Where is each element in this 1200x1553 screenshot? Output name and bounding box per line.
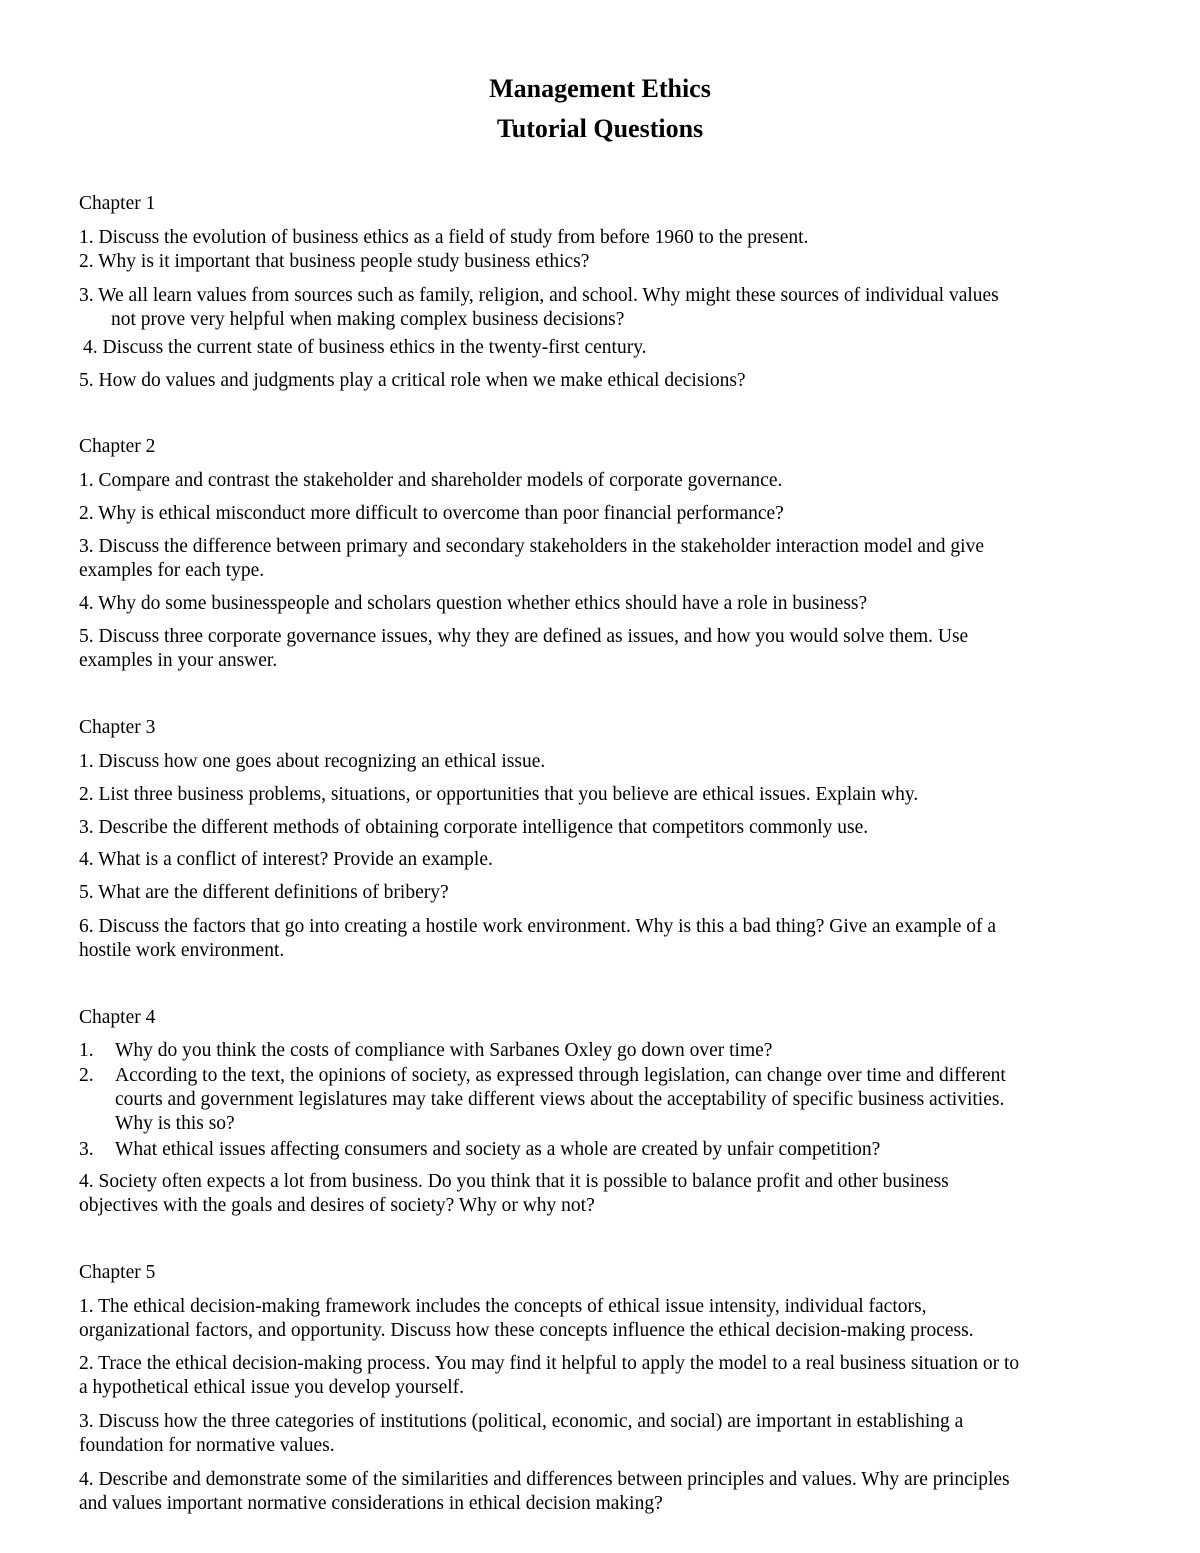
question [79,226,1139,250]
question-line: 2. Why is it important that business people study business ethics? [79,251,590,272]
question-line: Why is this so? [115,1113,235,1134]
question [79,1352,1139,1400]
question [79,881,1139,905]
question-line: examples in your answer. [79,650,278,671]
question-line: What ethical issues affecting consumers and society as a whole are created by unfair competition? [115,1139,881,1160]
list-number: 1. [79,1040,94,1061]
question [79,1468,1139,1516]
question-line: 3. Discuss the difference between primary and secondary stakeholders in the stakeholder interaction model and give [79,536,984,557]
question [79,369,1139,393]
list-item [79,1039,1139,1063]
question-line: Why do you think the costs of compliance with Sarbanes Oxley go down over time? [115,1040,773,1061]
question-line: 5. How do values and judgments play a critical role when we make ethical decisions? [79,370,746,391]
question-line: not prove very helpful when making complex business decisions? [111,309,625,330]
chapter-heading: Chapter 5 [79,1262,156,1283]
question-line: 2. Trace the ethical decision-making process. You may find it helpful to apply the model to a real business situation or to [79,1353,1020,1374]
question [79,284,1139,332]
question-line: 3. Describe the different methods of obtaining corporate intelligence that competitors commonly use. [79,817,869,838]
list-item [79,1138,1139,1162]
question-line: hostile work environment. [79,940,285,961]
question [79,750,1139,774]
question-line: 4. Discuss the current state of business ethics in the twenty-first century. [83,337,647,358]
question-line: According to the text, the opinions of society, as expressed through legislation, can change over time and different [115,1065,1006,1086]
question [79,783,1139,807]
question-line: and values important normative considerations in ethical decision making? [79,1493,663,1514]
question [79,915,1139,963]
question-line: 2. List three business problems, situations, or opportunities that you believe are ethical issues. Explain why. [79,784,919,805]
question-line: 3. We all learn values from sources such as family, religion, and school. Why might these sources of individual values [79,285,999,306]
question-line: 3. Discuss how the three categories of institutions (political, economic, and social) are important in establishing a [79,1411,964,1432]
question-line: 6. Discuss the factors that go into creating a hostile work environment. Why is this a bad thing? Give an example of a [79,916,996,937]
question [79,816,1139,840]
question [79,535,1139,583]
question-line: 5. Discuss three corporate governance issues, why they are defined as issues, and how you would solve them. Use [79,626,969,647]
question-line: 5. What are the different definitions of bribery? [79,882,449,903]
question [79,1295,1139,1343]
list-number: 2. [79,1065,94,1086]
question-line: objectives with the goals and desires of society? Why or why not? [79,1195,595,1216]
list-number: 3. [79,1139,94,1160]
question-line: 2. Why is ethical misconduct more difficult to overcome than poor financial performance? [79,503,784,524]
chapter-heading: Chapter 3 [79,717,156,738]
document-title: Management Ethics [489,74,711,103]
chapter-heading: Chapter 1 [79,193,156,214]
question [79,502,1139,526]
question-line: foundation for normative values. [79,1435,335,1456]
question-line: 4. Society often expects a lot from business. Do you think that it is possible to balance profit and other business [79,1171,949,1192]
question-line: courts and government legislatures may take different views about the acceptability of specific business activities. [115,1089,1005,1110]
question-line: 1. Compare and contrast the stakeholder and shareholder models of corporate governance. [79,470,783,491]
question [79,625,1139,673]
question-line: 4. What is a conflict of interest? Provide an example. [79,849,493,870]
question-line: 1. Discuss the evolution of business ethics as a field of study from before 1960 to the present. [79,227,809,248]
question [83,336,1143,360]
question-line: a hypothetical ethical issue you develop yourself. [79,1377,465,1398]
question-line: organizational factors, and opportunity. Discuss how these concepts influence the ethical decision-making process. [79,1320,974,1341]
question [79,250,1139,274]
chapter-heading: Chapter 2 [79,436,156,457]
question-line: 4. Why do some businesspeople and scholars question whether ethics should have a role in business? [79,593,868,614]
question [79,1410,1139,1458]
question [79,848,1139,872]
question-line: 1. The ethical decision-making framework includes the concepts of ethical issue intensity, individual factors, [79,1296,927,1317]
question [79,592,1139,616]
question-line: 1. Discuss how one goes about recognizing an ethical issue. [79,751,546,772]
question-line: examples for each type. [79,560,265,581]
question [79,1170,1139,1218]
chapter-heading: Chapter 4 [79,1007,156,1028]
list-item [79,1064,1139,1136]
document-subtitle: Tutorial Questions [496,114,704,143]
question-line: 4. Describe and demonstrate some of the similarities and differences between principles and values. Why are principles [79,1469,1010,1490]
question [79,469,1139,493]
